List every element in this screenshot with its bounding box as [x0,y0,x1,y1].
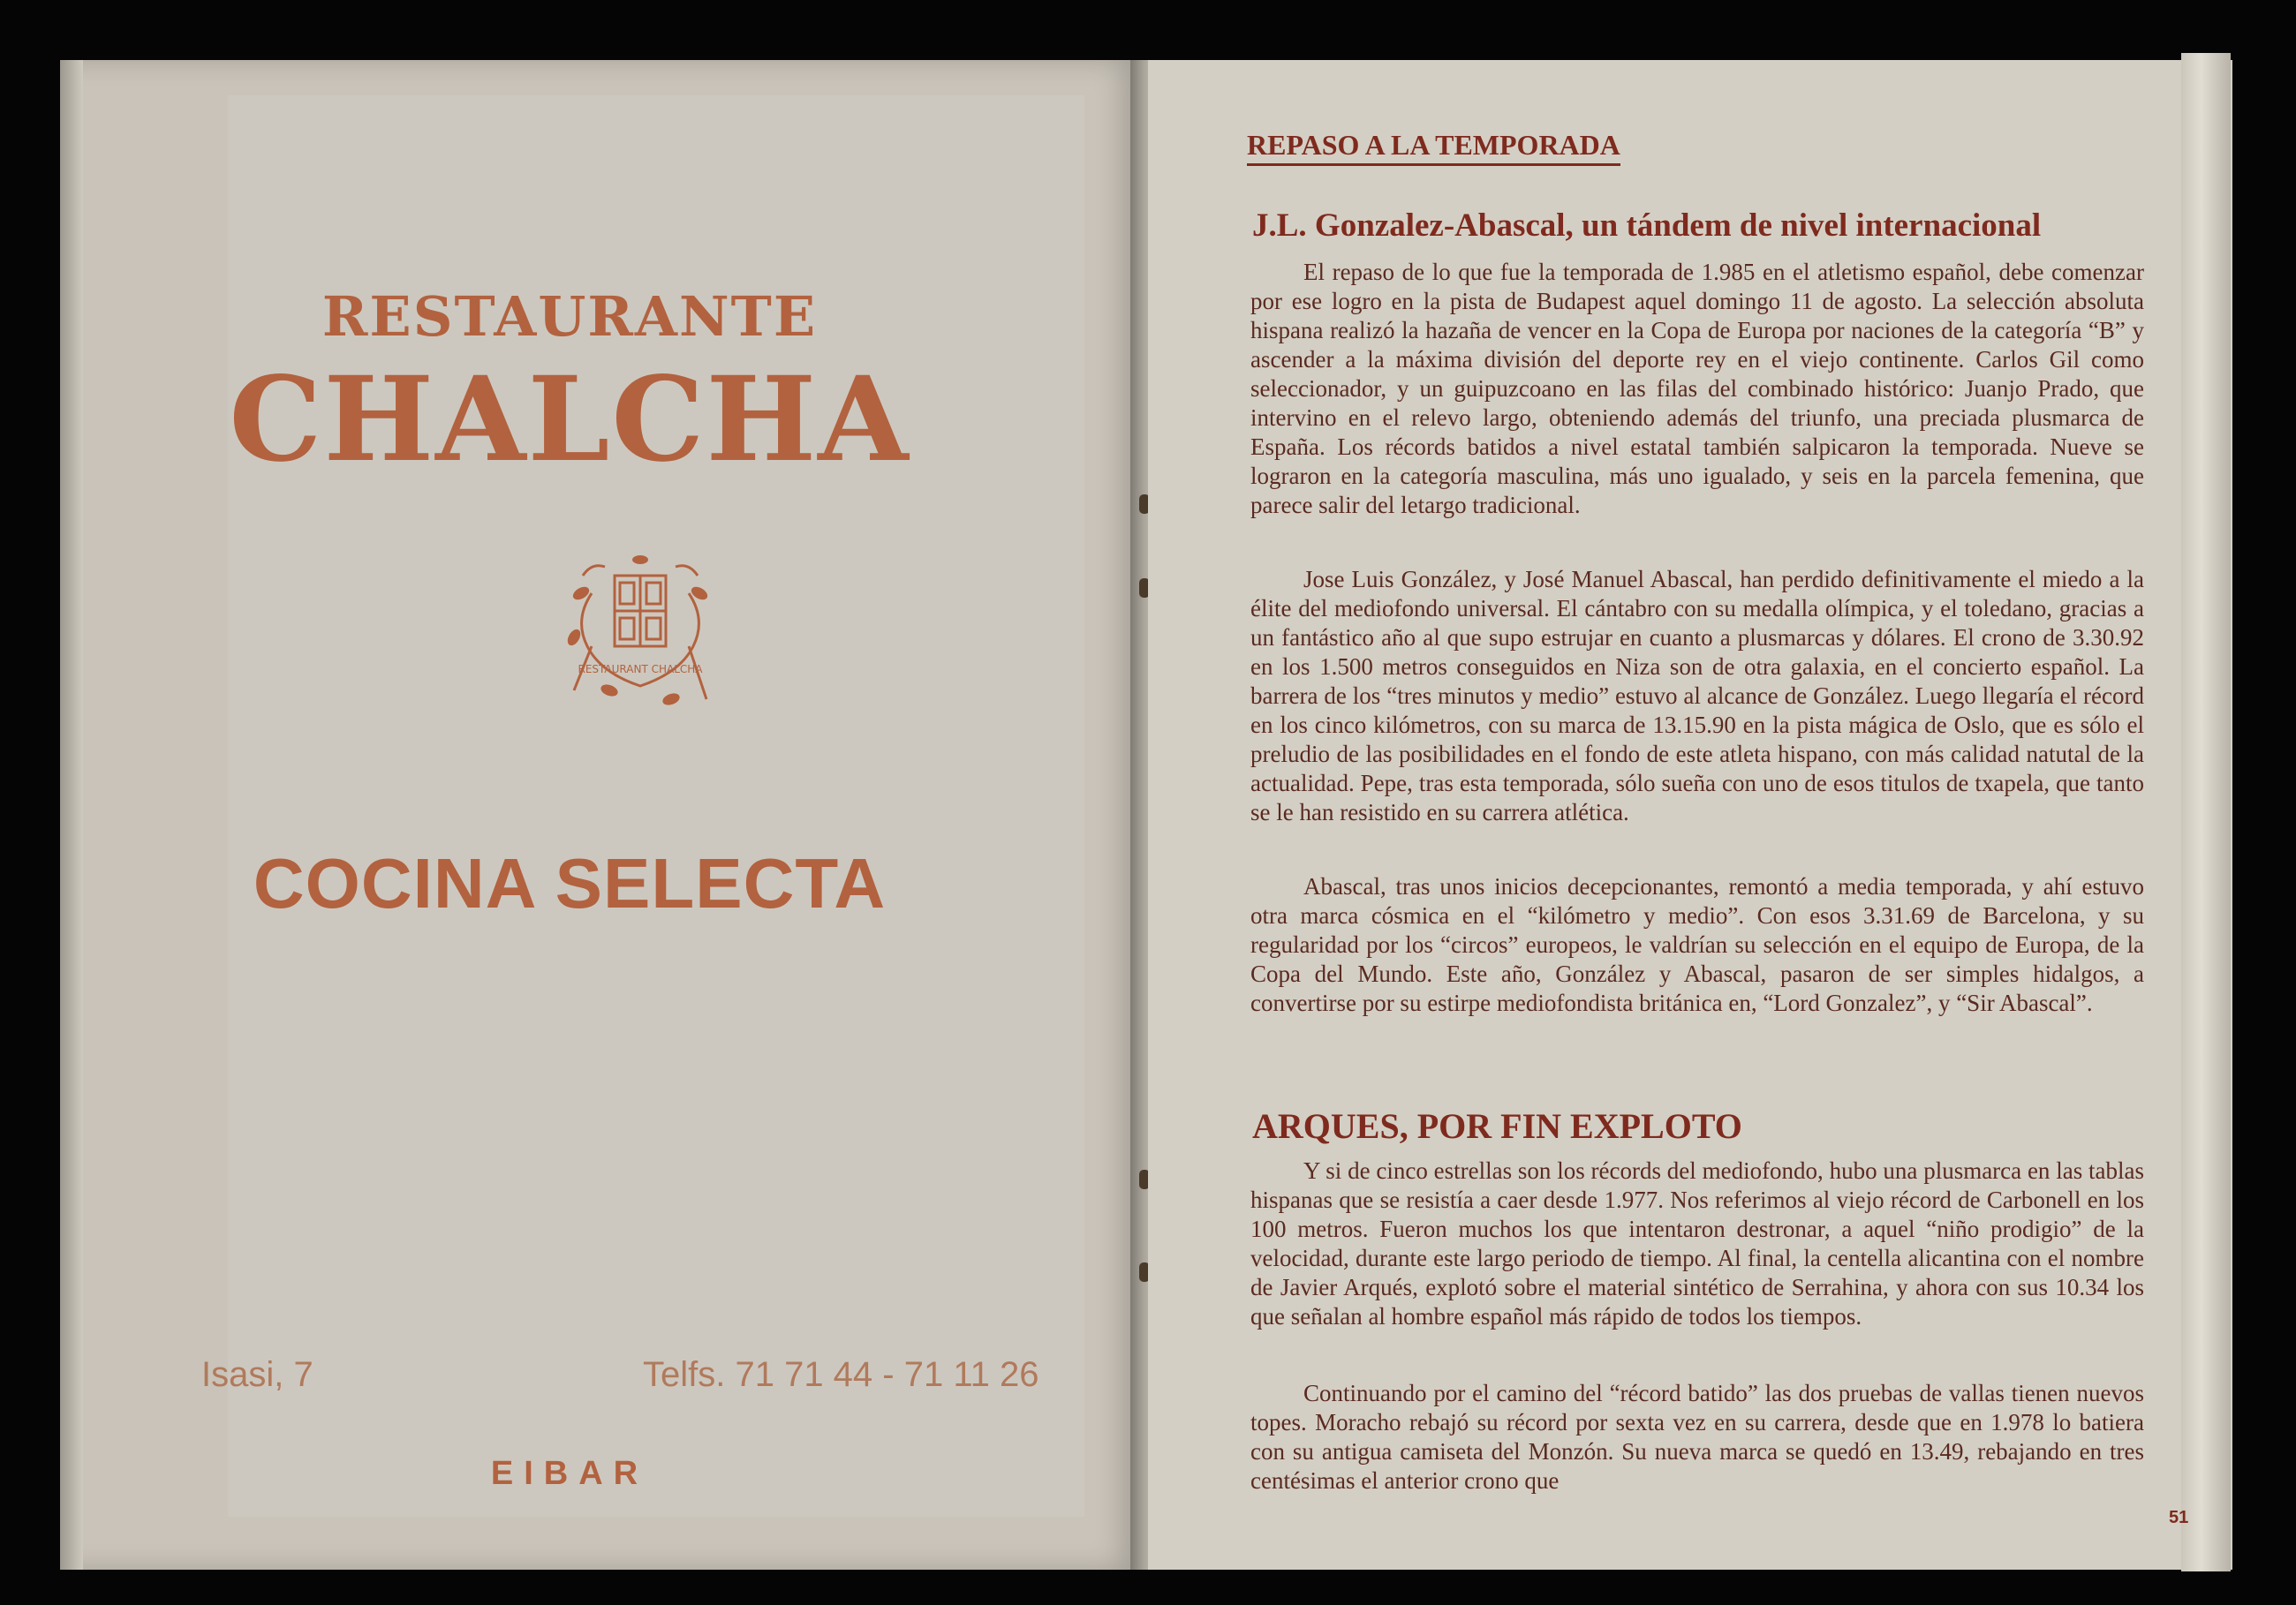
paragraph-text: Y si de cinco estrellas son los récords del mediofondo, hubo una plusmarca en las tablas hispanas que se resistía a caer desde 1.977. Nos referimos al viejo récord de Carbonell en los 100 metros. Fueron muchos los que intentaron destronar, a aquel “niño prodigio” de la velocidad, durante este largo periodo de tiempo. Al final, la centella alicantina con el nombre de Javier Arqués, explotó sobre el material sintético de Serrahina, y ahora con sus 10.34 los que señalan al hombre español más rápido de todos los tiempos. [1250,1157,2144,1330]
page-edges [2181,53,2231,1571]
article-subheading: ARQUES, POR FIN EXPLOTO [1252,1106,1742,1146]
ad-tagline: COCINA SELECTA [253,844,887,923]
article-paragraph [1250,872,2144,1018]
article-paragraph [1250,565,2144,827]
ad-phone: Telfs. 71 71 44 - 71 11 26 [643,1355,1039,1394]
article-heading: J.L. Gonzalez-Abascal, un tándem de nivel internacional [1252,207,2042,244]
ad-address: Isasi, 7 [201,1355,313,1394]
article-paragraph [1250,1157,2144,1331]
section-title: REPASO A LA TEMPORADA [1247,129,1620,166]
ad-city: EIBAR [490,1455,649,1492]
paragraph-text: Abascal, tras unos inicios decepcionantes, remontó a media temporada, y ahí estuvo otra marca cósmica en el “kilómetro y medio”. Con esos 3.31.69 de Barcelona, y su regularidad por los “circos” europeos, le valdrían su selección en el equipo de Europa, de la Copa del Mundo. Este año, González y Abascal, pasaron de ser simples hidalgos, a convertirse por su estirpe mediofondista británica en, “Lord Gonzalez”, y “Sir Abascal”. [1250,873,2144,1016]
paragraph-text: Jose Luis González, y José Manuel Abascal, han perdido definitivamente el miedo a la élite del mediofondo universal. El cántabro con su medalla olímpica, y el toledano, gracias a un fantástico año al que supo estrujar en cuanto a plusmarcas y dólares. El crono de 3.30.92 en los 1.500 metros conseguidos en Niza son de otra galaxia, en el concierto español. La barrera de los “tres minutos y medio” estuvo al alcance de González. Luego llegaría el récord en los cinco kilómetros, con su marca de 13.15.90 en la pista mágica de Oslo, que es sólo el preludio de las posibilidades en el fondo de este atleta hispano, con más calidad natutal de la actualidad. Pepe, tras esta temporada, sólo sueña con uno de esos titulos de txapela, que tanto se le han resistido en su carrera atlética. [1250,566,2144,825]
ad-restaurant-label: RESTAURANTE [321,284,818,349]
ad-restaurant-name: CHALCHA [229,351,910,488]
article-paragraph [1250,1379,2144,1496]
logo-text: RESTAURANT CHALCHA [578,663,703,675]
restaurant-crest-logo [556,540,724,717]
paragraph-text: El repaso de lo que fue la temporada de 1.985 en el atletismo español, debe comenzar por ese logro en la pista de Budapest aquel domingo 11 de agosto. La selección absoluta hispana realizó la hazaña de vencer en la Copa de Europa por naciones de la categoría “B” y ascender a la máxima división del deporte rey en el viejo continente. Carlos Gil como seleccionador, y un guipuzcoano en las filas del combinado histórico: Juanjo Prado, que intervino en el relevo largo, obteniendo además del triunfo, una preciada plusmarca de España. Los récords batidos a nivel estatal también salpicaron la temporada. Nueve se lograron en la categoría masculina, más uno igualado, y seis en la parcela femenina, que parece salir del letargo tradicional. [1250,259,2144,518]
paragraph-text: Continuando por el camino del “récord batido” las dos pruebas de vallas tienen nuevos topes. Moracho rebajó su récord por sexta vez en su carrera, desde que en 1.978 lo batiera con su antigua camiseta del Monzón. Su nueva marca se quedó en 13.49, rebajando en tres centésimas el anterior crono que [1250,1380,2144,1494]
article-paragraph [1250,258,2144,520]
page-number: 51 [2169,1508,2189,1527]
